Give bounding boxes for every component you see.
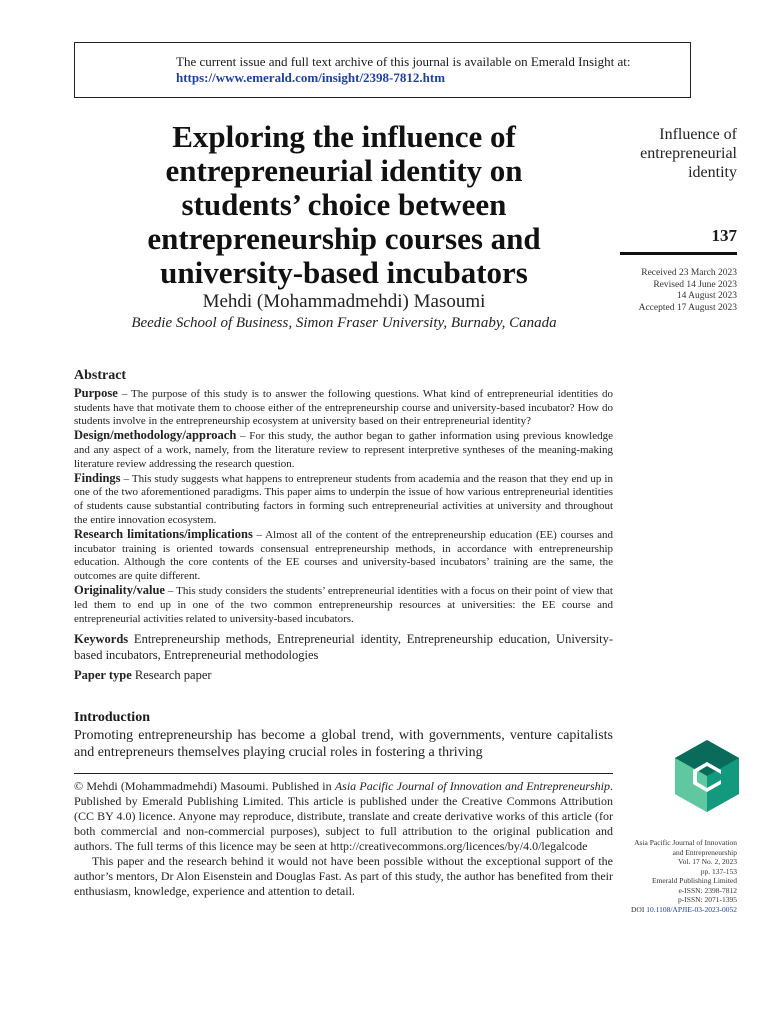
keywords [74,631,613,663]
history-dates [600,268,737,314]
limitations-text: – Almost all of the content of the entrepreneurship education (EE) courses and incubator training is oriented towards consensual entrepreneurship methods, in accordance with entrepreneurship education. Although the core contents of the EE courses and university-based incubators’ training are the same, the outcomes are quite different. [74,528,614,583]
running-title-line: identity [688,164,737,181]
footnote [74,779,613,899]
abstract-design [74,429,613,471]
journal-info-line: p-ISSN: 2071-1395 [678,895,737,904]
journal-info-line: Emerald Publishing Limited [652,876,737,885]
purpose-text: – The purpose of this study is to answer the following questions. What kind of entrepreneurial identities do students have that motivate them to choose either of the entrepreneurship course and university-based incubator? How do students involve in the entrepreneurship ecosystem at university based on their entrepreneurial identity? [74,387,613,428]
archive-notice [176,54,631,86]
copyright-notice [74,779,613,854]
keywords-label: Keywords [74,632,129,647]
journal-info-line: and Entrepreneurship [672,847,737,857]
abstract-section [74,369,613,683]
archive-link[interactable]: https://www.emerald.com/insight/2398-7812.htm [176,70,446,85]
paper-type [74,669,613,683]
abstract-originality [74,584,613,626]
journal-info-line: Asia Pacific Journal of Innovation [634,838,737,847]
findings-text: – This study suggests what happens to entrepreneur students from academia and the reason that they end up in one of the two aforementioned paradigms. This paper aims to underpin the issue of how various entrepreneurial identities of students cause substantial contributing factors in forming such entrepreneurial activities at university and throughout the entire innovation ecosystem. [74,472,613,526]
doi-label: DOI [631,904,647,914]
abstract-heading: Abstract [74,368,127,383]
originality-text: – This study considers the students’ entrepreneurial identities with a focus on their point of view that led them to end up in one of the two common entrepreneurship resources at universities: the EE course and entrepreneurial activities related to university-based incubators. [74,584,613,625]
sidebar-rule [620,252,737,255]
title-line: entrepreneurial identity on [165,153,523,188]
paper-type-text: Research paper [131,668,212,683]
date-accepted: Accepted 17 August 2023 [638,302,737,313]
doi-link[interactable]: 10.1108/APJIE-03-2023-0052 [646,904,737,914]
paper-type-label: Paper type [74,668,132,683]
author-affiliation: Beedie School of Business, Simon Fraser University, Burnaby, Canada [131,315,557,331]
date-revised-2: 14 August 2023 [676,291,737,301]
journal-info-line: e-ISSN: 2398-7812 [678,885,737,895]
doi-line [600,905,737,915]
running-title-line: Influence of [659,126,737,143]
archive-notice-text: The current issue and full text archive of this journal is available on Emerald Insight at: [176,54,631,69]
article-title [94,120,594,290]
title-line: university-based incubators [160,255,528,290]
introduction-text: Promoting entrepreneurship has become a global trend, with governments, venture capitalists and entrepreneurs themselves playing crucial roles in fostering a thriving [74,728,613,760]
footnote-rule [74,773,613,774]
running-title-line: entrepreneurial [640,145,737,162]
title-line: Exploring the influence of [172,119,516,154]
author-name: Mehdi (Mohammadmehdi) Masoumi [202,291,486,312]
findings-label: Findings [74,470,121,485]
abstract-findings [74,472,613,528]
limitations-label: Research limitations/implications [74,526,253,541]
design-label: Design/methodology/approach [74,428,237,443]
design-text: – For this study, the author began to gather information using previous knowledge and any aspect of a work, namely, from the literature review to represent interpretive syntheses of the meaning-making literature review addressing the research question. [74,430,613,470]
journal-info-line: Vol. 17 No. 2, 2023 [678,857,737,866]
date-revised: Revised 14 June 2023 [653,279,737,290]
originality-label: Originality/value [74,582,165,597]
abstract-limitations [74,528,613,584]
abstract-purpose [74,387,613,429]
journal-info-line: pp. 137-153 [700,866,737,876]
journal-info [600,838,737,914]
introduction-heading: Introduction [74,710,150,725]
page-number: 137 [711,226,737,245]
copyright-pre: © Mehdi (Mohammadmehdi) Masoumi. Published in [74,779,335,793]
copyright-post: . Published by Emerald Publishing Limited. This article is published under the Creative Commons Attribution (CC BY 4.0) licence. Anyone may reproduce, distribute, translate and create derivative works of this article (for both commercial and non-commercial purposes), subject to full attribution to the original publication and authors. The full terms of this licence may be seen at http://creativecommons.org/licences/by/4.0/legalcode [74,779,613,853]
title-line: entrepreneurship courses and [147,221,541,256]
journal-name-italic: Asia Pacific Journal of Innovation and Entrepreneurship [334,779,610,793]
date-received: Received 23 March 2023 [641,268,737,278]
purpose-label: Purpose [74,385,118,400]
emerald-logo-icon [675,740,739,812]
title-line: students’ choice between [181,187,507,222]
running-title [600,125,737,182]
keywords-text: Entrepreneurship methods, Entrepreneurial identity, Entrepreneurship education, University-based incubators, Entrepreneurial methodologies [74,632,613,663]
acknowledgement: This paper and the research behind it would not have been possible without the exceptional support of the author’s mentors, Dr Alon Eisenstein and Douglas Fast. As part of this study, the author has benefited from their enthusiasm, knowledge, experience and attention to detail. [74,854,613,898]
